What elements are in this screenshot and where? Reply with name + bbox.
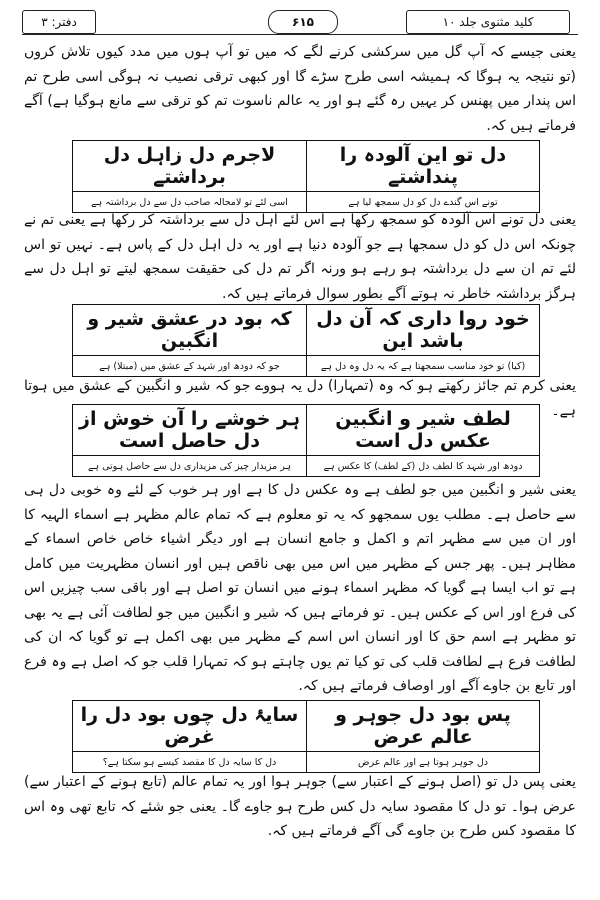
- couplet-2-translation-2: جو کہ دودھ اور شہد کے عشق میں (مبتلا) ہے: [73, 355, 306, 376]
- couplet-4-translation-1: دل جوہر ہوتا ہے اور عالم عرض: [306, 751, 539, 772]
- couplet-2-hemistich-2: کہ بود در عشق شیر و انگبین: [87, 308, 292, 352]
- couplet-box-1: [72, 140, 540, 213]
- couplet-1-hemistich-1: دل تو این آلودہ را پنداشتے: [306, 141, 539, 191]
- paragraph-4: یعنی شیر و انگبین میں جو لطف ہے وہ عکس دل کا ہے اور ہر خوب کے لئے وہ خوبی دل ہی سے حاصل ہے۔ مطلب یوں سمجھو کہ یہ تو معلوم ہے کہ تمام عالم مظہر ہے اسماء الہیہ کا اور ان میں سے مظہر اتم و اکمل و جامع انسان ہے اور دیگر اشیاء خاص خاص اسماء کے مظاہر ہیں۔ پھر جس کے مظہر میں اس میں بھی ناقص ہیں اور انسان مظہریت میں کامل ہے تو اب ایسا ہے گویا کہ مظہر اسماء ہونے میں انسان تو اصل ہے اور باقی سب چیزیں اس کی فرع اور اس کے عکس ہیں۔ تو فرماتے ہیں کہ شیر و انگبین میں جو لطافت آئی ہے یہ بھی تو مظہر ہے اسم حق کا اور انسان اس اسم کے مظہر میں بھی اکمل ہے تو گویا کہ ان کی لطافت فرع ہے لطافت قلب کی تو کیا تم یوں چاہتے ہو کہ تمہارا قلب جو کہ اصل ہے وہ فرع اور تابع بن جاوے آگے اور اوصاف فرماتے ہیں کہ.: [24, 482, 576, 694]
- paragraph-2: یعنی دل تونے اس آلودہ کو سمجھ رکھا ہے اس لئے اہل دل سے برداشتہ کر رکھا ہے یعنی تم نے چونکہ اس دل کو دل سمجھا ہے جو آلودہ دنیا ہے اور یہ دل اہل دل کے پاس ہے۔ نہیں تو اس لئے تم ان سے دل برداشتہ ہو رہے ہو ورنہ اگر تم دل کی حقیقت سمجھ لیتے تو اہل دل سے ہرگز برداشتہ خاطر نہ ہوتے آگے بطور سوال فرماتے ہیں کہ.: [24, 212, 576, 302]
- couplet-4-translation-2: دل کا سایہ دل کا مقصد کیسے ہو سکتا ہے؟: [73, 751, 306, 772]
- book-title-header: کلید مثنوی جلد ۱۰: [406, 10, 570, 34]
- header-rule: [22, 34, 578, 35]
- couplet-1-hemistich-2: لاجرم دل زاہل دل برداشتے: [103, 144, 276, 188]
- couplet-3-translation-2: ہر مزیدار چیز کی مزیداری دل سے حاصل ہوتی ہے: [73, 455, 306, 476]
- couplet-4-hemistich-2: سایۂ دل چوں بود دل را غرض: [80, 704, 299, 748]
- couplet-2-translation-1: (کیا) تو خود مناسب سمجھتا ہے کہ یہ دل وہ دل ہے: [306, 355, 539, 376]
- paragraph-1: یعنی جیسے کہ آپ گل میں سرکشی کرنے لگے کہ میں تو آپ ہوں میں مدد کیوں تلاش کروں (تو نتیجہ یہ ہوگا کہ ہمیشہ اسی طرح سڑے گا اور کبھی ترقی نصیب نہ ہوگی اسی طرح تم اس پندار میں پھنس کر یہیں رہ گئے ہو اور یہ عالم ناسوت تم کو ترقی سے مانع ہوگیا ہے) آگے فرماتے ہیں کہ.: [24, 44, 576, 134]
- page-number: ۶۱۵: [268, 10, 338, 34]
- couplet-3-translation-1: دودھ اور شہد کا لطف دل (کے لطف) کا عکس ہے: [306, 455, 539, 476]
- couplet-box-3: [72, 404, 540, 477]
- couplet-2-hemistich-1: خود روا داری کہ آن دل باشد این: [306, 305, 539, 355]
- couplet-1-translation-2: اسی لئے تو لامحالہ صاحب دل سے دل برداشتہ ہے: [73, 191, 306, 212]
- couplet-1-translation-1: تونے اس گندے دل کو دل سمجھ لیا ہے: [306, 191, 539, 212]
- couplet-3-hemistich-2: ہر خوشے را آن خوش از دل حاصل است: [79, 408, 300, 452]
- couplet-box-4: [72, 700, 540, 773]
- couplet-box-2: [72, 304, 540, 377]
- section-header: دفتر: ۳: [22, 10, 96, 34]
- paragraph-3: یعنی کرم تم جائز رکھتے ہو کہ وہ (تمہارا) دل یہ ہووے جو کہ شیر و انگبین کے عشق میں ہوتا ہے۔: [24, 378, 576, 419]
- paragraph-5: یعنی پس دل تو (اصل ہونے کے اعتبار سے) جوہر ہوا اور یہ تمام عالم (تابع ہونے کے اعتبار سے) عرض ہوا۔ تو دل کا مقصود سایہ دل کس طرح ہو جاوے گا۔ یعنی جو شئے کہ تابع تھی وہ اس کا مقصود کس طرح بن جاوے گی آگے فرماتے ہیں کہ.: [24, 774, 576, 839]
- couplet-3-hemistich-1: لطف شیر و انگبین عکس دل است: [306, 405, 539, 455]
- couplet-4-hemistich-1: پس بود دل جوہر و عالم عرض: [306, 701, 539, 751]
